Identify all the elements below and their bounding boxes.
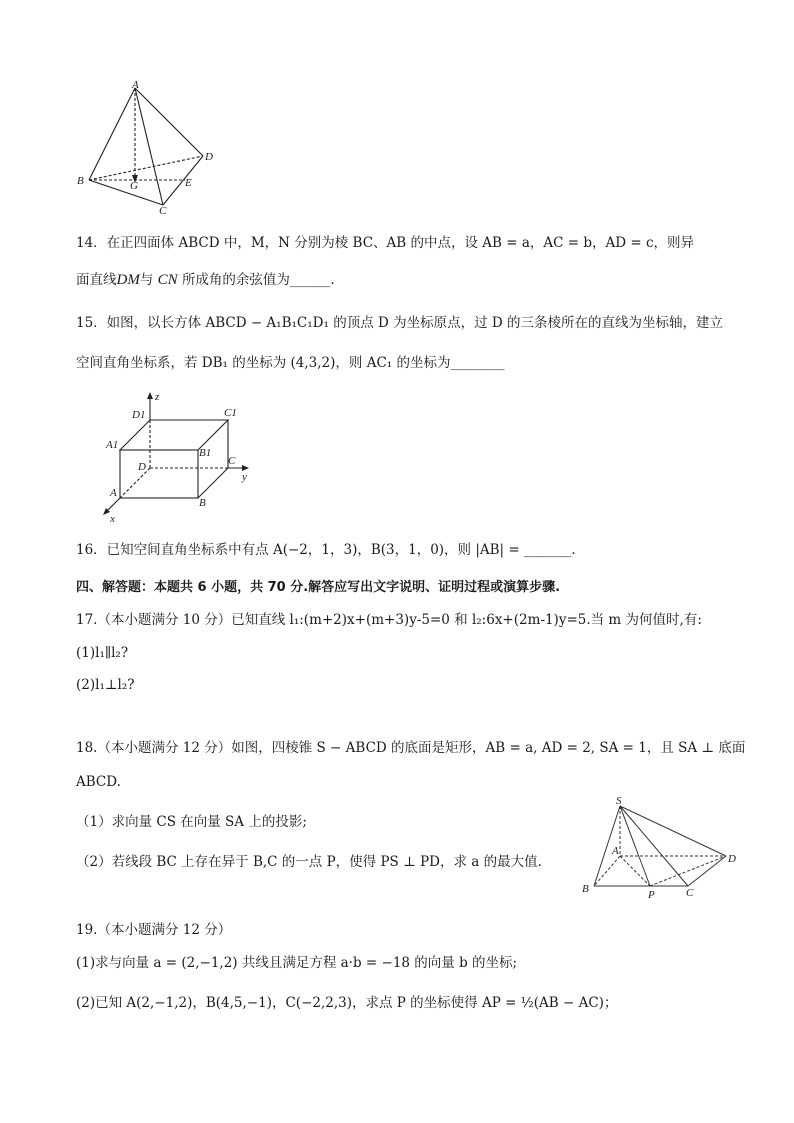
pyramid-figure [578, 796, 758, 901]
label-A: A [132, 80, 139, 91]
q17-line3: (2)l₁⊥l₂? [76, 677, 135, 693]
cuboid-figure [100, 390, 260, 525]
label-A: A [110, 487, 117, 499]
label-C: C [228, 455, 236, 467]
q18-line1: 18.（本小题满分 12 分）如图，四棱锥 S − ABCD 的底面是矩形，AB = a, AD = 2, SA = 1，且 SA ⊥ 底面 [76, 740, 746, 756]
label-B1: B1 [199, 447, 212, 459]
label-C: C [159, 205, 167, 215]
q18-line3: （1）求向量 CS 在向量 SA 上的投影; [76, 814, 307, 830]
label-D: D [728, 853, 736, 865]
q19-line3: (2)已知 A(2,−1,2)，B(4,5,−1)，C(−2,2,3)，求点 P 的坐标使得 AP = ½(AB − AC)； [76, 995, 618, 1011]
label-D: D [205, 151, 213, 163]
label-x: x [110, 513, 115, 525]
q18-line4: （2）若线段 BC 上存在异于 B,C 的一点 P，使得 PS ⊥ PD，求 a 的最大值. [76, 854, 542, 870]
q18-line2: ABCD. [76, 774, 121, 790]
q17-line2: (1)l₁∥l₂? [76, 645, 129, 661]
label-y: y [242, 471, 247, 483]
label-A: A [612, 845, 619, 857]
q15-line2: 空间直角坐标系，若 DB₁ 的坐标为 (4,3,2)，则 AC₁ 的坐标为________ [76, 355, 505, 371]
q19-line2: (1)求与向量 a = (2,−1,2) 共线且满足方程 a·b = −18 的向量 b 的坐标; [76, 955, 518, 971]
section4-title: 四、解答题：本题共 6 小题，共 70 分.解答应写出文字说明、证明过程或演算步骤. [76, 580, 561, 595]
label-E: E [185, 177, 192, 189]
q14-line2: 面直线DM与 CN 所成角的余弦值为______. [76, 272, 335, 288]
label-B: B [77, 175, 84, 187]
label-B: B [582, 883, 589, 895]
q16-line: 16．已知空间直角坐标系中有点 A(−2，1，3)，B(3，1，0)，则 |AB| = _______. [76, 542, 576, 558]
q17-line1: 17.（本小题满分 10 分）已知直线 l₁:(m+2)x+(m+3)y-5=0 和 l₂:6x+(2m-1)y=5.当 m 为何值时,有: [76, 612, 702, 628]
label-C: C [686, 887, 694, 899]
tetrahedron-figure [75, 80, 225, 215]
label-z: z [155, 391, 160, 403]
label-G: G [130, 180, 138, 192]
q15-line1: 15．如图，以长方体 ABCD − A₁B₁C₁D₁ 的顶点 D 为坐标原点，过 D 的三条棱所在的直线为坐标轴，建立 [76, 315, 724, 331]
label-D1: D1 [132, 409, 146, 421]
label-A1: A1 [106, 439, 119, 451]
q19-line1: 19.（本小题满分 12 分） [76, 922, 232, 938]
label-D: D [138, 461, 146, 473]
label-B: B [199, 497, 206, 509]
q14-line1: 14．在正四面体 ABCD 中，M，N 分别为棱 BC、AB 的中点，设 AB = a，AC = b，AD = c，则异 [76, 235, 695, 251]
label-C1: C1 [224, 407, 237, 419]
label-S: S [616, 796, 622, 807]
label-P: P [648, 889, 655, 901]
